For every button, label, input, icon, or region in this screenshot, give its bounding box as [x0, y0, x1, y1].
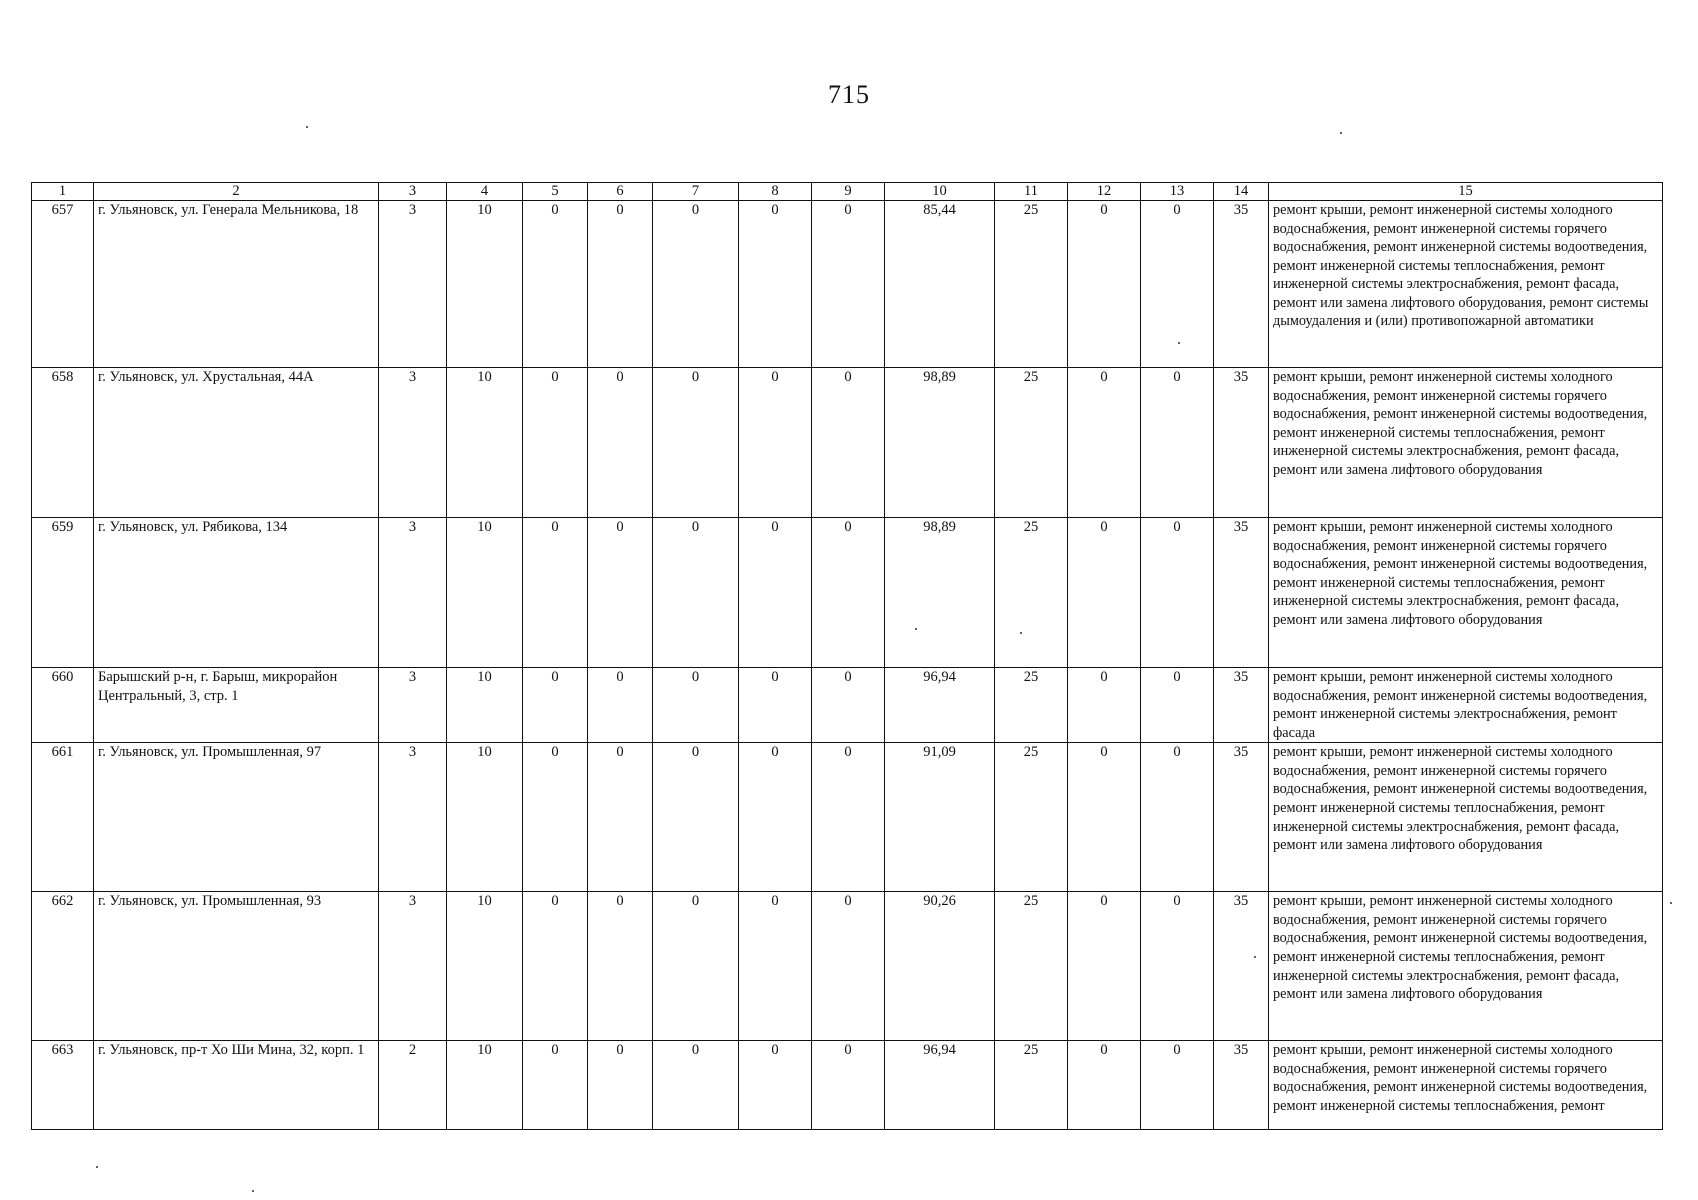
cell-col6: 0: [588, 1041, 653, 1130]
cell-col8: 0: [739, 743, 812, 892]
works-cell: ремонт крыши, ремонт инженерной системы холодного водоснабжения, ремонт инженерной системы водоотведения, ремонт инженерной системы электроснабжения, ремонт фасада: [1269, 668, 1663, 743]
cell-col11: 25: [995, 892, 1068, 1041]
column-header: 14: [1214, 183, 1269, 201]
cell-col3: 3: [379, 668, 447, 743]
cell-col14: 35: [1214, 368, 1269, 518]
cell-col6: 0: [588, 668, 653, 743]
scan-speck: [306, 126, 308, 128]
cell-col7: 0: [653, 1041, 739, 1130]
column-header: 3: [379, 183, 447, 201]
cell-col11: 25: [995, 368, 1068, 518]
column-header: 8: [739, 183, 812, 201]
cell-col9: 0: [812, 518, 885, 668]
cell-col12: 0: [1068, 518, 1141, 668]
cell-col10: 96,94: [885, 1041, 995, 1130]
cell-col3: 3: [379, 743, 447, 892]
table-row: [32, 892, 1663, 1041]
cell-col8: 0: [739, 892, 812, 1041]
table-row: [32, 743, 1663, 892]
cell-col6: 0: [588, 201, 653, 368]
cell-col13: 0: [1141, 668, 1214, 743]
cell-col8: 0: [739, 368, 812, 518]
cell-col11: 25: [995, 1041, 1068, 1130]
cell-col8: 0: [739, 668, 812, 743]
table-row: [32, 1041, 1663, 1130]
cell-col3: 3: [379, 368, 447, 518]
cell-col11: 25: [995, 518, 1068, 668]
row-number: 663: [32, 1041, 94, 1130]
cell-col4: 10: [447, 201, 523, 368]
cell-col5: 0: [523, 668, 588, 743]
cell-col9: 0: [812, 892, 885, 1041]
works-cell: ремонт крыши, ремонт инженерной системы холодного водоснабжения, ремонт инженерной системы горячего водоснабжения, ремонт инженерной системы водоотведения, ремонт инженерной системы теплоснабжения, ремонт инженерной системы электроснабжения, ремонт фасада, ремонт или замена лифтового оборудования: [1269, 368, 1663, 518]
cell-col11: 25: [995, 668, 1068, 743]
cell-col5: 0: [523, 892, 588, 1041]
cell-col10: 98,89: [885, 518, 995, 668]
cell-col11: 25: [995, 201, 1068, 368]
cell-col14: 35: [1214, 201, 1269, 368]
cell-col4: 10: [447, 1041, 523, 1130]
column-header: 7: [653, 183, 739, 201]
cell-col12: 0: [1068, 743, 1141, 892]
column-header: 13: [1141, 183, 1214, 201]
works-cell: ремонт крыши, ремонт инженерной системы холодного водоснабжения, ремонт инженерной системы горячего водоснабжения, ремонт инженерной системы водоотведения, ремонт инженерной системы теплоснабжения, ремонт инженерной системы электроснабжения, ремонт фасада, ремонт или замена лифтового оборудования: [1269, 743, 1663, 892]
table-row: [32, 518, 1663, 668]
column-header: 10: [885, 183, 995, 201]
column-header: 11: [995, 183, 1068, 201]
cell-col14: 35: [1214, 668, 1269, 743]
cell-col9: 0: [812, 743, 885, 892]
cell-col5: 0: [523, 743, 588, 892]
cell-col3: 3: [379, 201, 447, 368]
scan-speck: [1254, 956, 1256, 958]
cell-col14: 35: [1214, 892, 1269, 1041]
cell-col6: 0: [588, 368, 653, 518]
cell-col11: 25: [995, 743, 1068, 892]
cell-col8: 0: [739, 1041, 812, 1130]
cell-col12: 0: [1068, 368, 1141, 518]
cell-col13: 0: [1141, 368, 1214, 518]
address-cell: г. Ульяновск, ул. Генерала Мельникова, 18: [94, 201, 379, 368]
table-row: [32, 201, 1663, 368]
page-number: 715: [828, 80, 870, 109]
row-number: 658: [32, 368, 94, 518]
cell-col5: 0: [523, 201, 588, 368]
cell-col13: 0: [1141, 892, 1214, 1041]
cell-col13: 0: [1141, 518, 1214, 668]
scan-speck: [915, 628, 917, 630]
cell-col4: 10: [447, 892, 523, 1041]
cell-col3: 3: [379, 892, 447, 1041]
cell-col4: 10: [447, 518, 523, 668]
cell-col8: 0: [739, 201, 812, 368]
cell-col12: 0: [1068, 1041, 1141, 1130]
cell-col14: 35: [1214, 1041, 1269, 1130]
cell-col3: 3: [379, 518, 447, 668]
cell-col7: 0: [653, 201, 739, 368]
row-number: 662: [32, 892, 94, 1041]
column-header: 4: [447, 183, 523, 201]
address-cell: г. Ульяновск, ул. Хрустальная, 44А: [94, 368, 379, 518]
cell-col4: 10: [447, 668, 523, 743]
cell-col7: 0: [653, 368, 739, 518]
works-cell: ремонт крыши, ремонт инженерной системы холодного водоснабжения, ремонт инженерной системы горячего водоснабжения, ремонт инженерной системы водоотведения, ремонт инженерной системы теплоснабжения, ремонт: [1269, 1041, 1663, 1130]
cell-col13: 0: [1141, 1041, 1214, 1130]
cell-col8: 0: [739, 518, 812, 668]
row-number: 661: [32, 743, 94, 892]
address-cell: г. Ульяновск, ул. Промышленная, 97: [94, 743, 379, 892]
cell-col6: 0: [588, 892, 653, 1041]
cell-col10: 90,26: [885, 892, 995, 1041]
scan-speck: [1670, 902, 1672, 904]
cell-col5: 0: [523, 1041, 588, 1130]
column-header: 9: [812, 183, 885, 201]
cell-col9: 0: [812, 368, 885, 518]
cell-col10: 98,89: [885, 368, 995, 518]
cell-col9: 0: [812, 201, 885, 368]
cell-col7: 0: [653, 668, 739, 743]
address-cell: г. Ульяновск, ул. Промышленная, 93: [94, 892, 379, 1041]
cell-col7: 0: [653, 892, 739, 1041]
cell-col14: 35: [1214, 743, 1269, 892]
scan-speck: [1178, 342, 1180, 344]
scan-speck: [1020, 632, 1022, 634]
cell-col9: 0: [812, 668, 885, 743]
column-header: 5: [523, 183, 588, 201]
cell-col6: 0: [588, 518, 653, 668]
cell-col12: 0: [1068, 201, 1141, 368]
address-cell: г. Ульяновск, пр-т Хо Ши Мина, 32, корп. 1: [94, 1041, 379, 1130]
row-number: 657: [32, 201, 94, 368]
cell-col12: 0: [1068, 892, 1141, 1041]
cell-col10: 96,94: [885, 668, 995, 743]
scan-speck: [96, 1166, 98, 1168]
cell-col14: 35: [1214, 518, 1269, 668]
column-header: 1: [32, 183, 94, 201]
table-row: [32, 668, 1663, 743]
column-header: 2: [94, 183, 379, 201]
cell-col5: 0: [523, 518, 588, 668]
column-header: 15: [1269, 183, 1663, 201]
row-number: 659: [32, 518, 94, 668]
cell-col13: 0: [1141, 201, 1214, 368]
address-cell: Барышский р-н, г. Барыш, микрорайон Центральный, 3, стр. 1: [94, 668, 379, 743]
scan-speck: [1340, 132, 1342, 134]
cell-col10: 91,09: [885, 743, 995, 892]
cell-col13: 0: [1141, 743, 1214, 892]
table-row: [32, 368, 1663, 518]
works-cell: ремонт крыши, ремонт инженерной системы холодного водоснабжения, ремонт инженерной системы горячего водоснабжения, ремонт инженерной системы водоотведения, ремонт инженерной системы теплоснабжения, ремонт инженерной системы электроснабжения, ремонт фасада, ремонт или замена лифтового оборудования: [1269, 892, 1663, 1041]
scan-speck: [252, 1190, 254, 1192]
cell-col4: 10: [447, 743, 523, 892]
address-cell: г. Ульяновск, ул. Рябикова, 134: [94, 518, 379, 668]
cell-col5: 0: [523, 368, 588, 518]
cell-col10: 85,44: [885, 201, 995, 368]
row-number: 660: [32, 668, 94, 743]
cell-col6: 0: [588, 743, 653, 892]
cell-col4: 10: [447, 368, 523, 518]
cell-col3: 2: [379, 1041, 447, 1130]
column-header: 12: [1068, 183, 1141, 201]
cell-col9: 0: [812, 1041, 885, 1130]
cell-col7: 0: [653, 743, 739, 892]
cell-col12: 0: [1068, 668, 1141, 743]
works-cell: ремонт крыши, ремонт инженерной системы холодного водоснабжения, ремонт инженерной системы горячего водоснабжения, ремонт инженерной системы водоотведения, ремонт инженерной системы теплоснабжения, ремонт инженерной системы электроснабжения, ремонт фасада, ремонт или замена лифтового оборудования: [1269, 518, 1663, 668]
works-cell: ремонт крыши, ремонт инженерной системы холодного водоснабжения, ремонт инженерной системы горячего водоснабжения, ремонт инженерной системы водоотведения, ремонт инженерной системы теплоснабжения, ремонт инженерной системы электроснабжения, ремонт фасада, ремонт или замена лифтового оборудования, ремонт системы дымоудаления и (или) противопожарной автоматики: [1269, 201, 1663, 368]
repair-registry-table: [31, 182, 1663, 1130]
cell-col7: 0: [653, 518, 739, 668]
column-number-header-row: [32, 183, 1663, 201]
column-header: 6: [588, 183, 653, 201]
